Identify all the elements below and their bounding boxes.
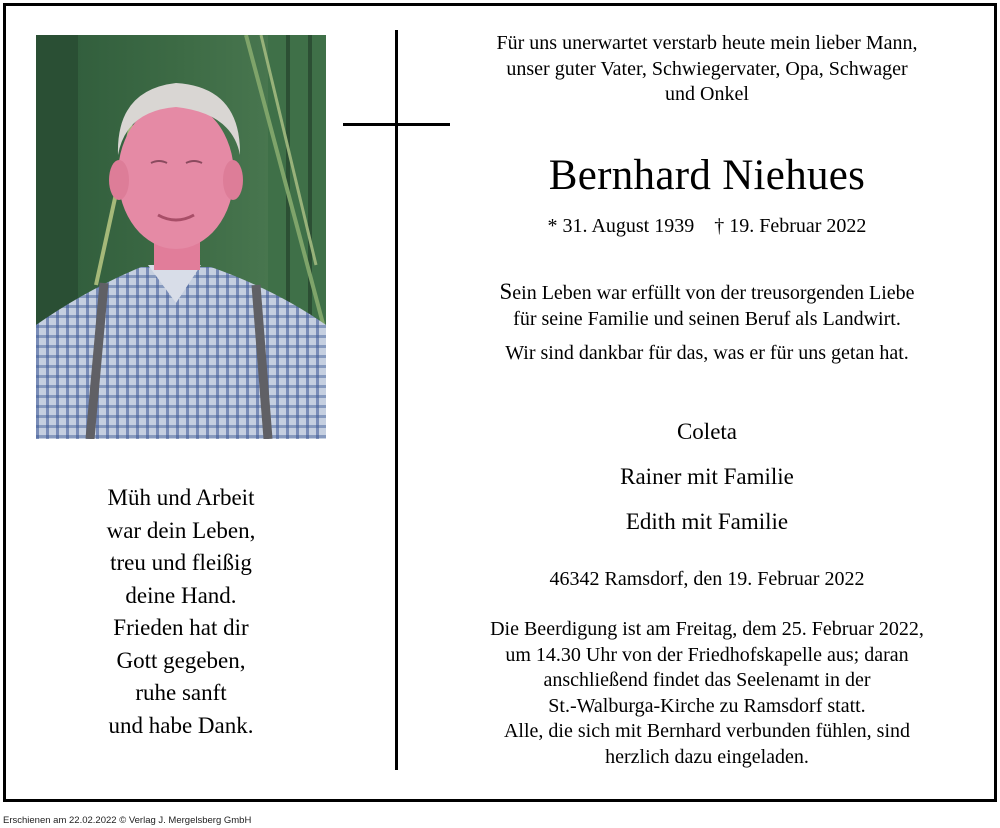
funeral-details — [418, 617, 996, 770]
life-line — [418, 279, 996, 306]
mourner-name: Coleta — [676, 419, 738, 444]
poem-line: ruhe sanft — [135, 680, 227, 705]
cross-horizontal-bar — [343, 123, 450, 126]
poem-line: treu und fleißig — [110, 550, 252, 575]
publication-footer: Erschienen am 22.02.2022 © Verlag J. Mergelsberg GmbH — [3, 815, 252, 826]
mourner-name: Edith mit Familie — [625, 509, 789, 534]
intro-text — [418, 31, 996, 108]
funeral-line: anschließend findet das Seelenamt in der — [543, 669, 871, 691]
death-date: † 19. Februar 2022 — [714, 215, 867, 237]
portrait-photo — [36, 35, 326, 439]
poem-line: war dein Leben, — [106, 517, 256, 543]
life-dates — [418, 213, 996, 239]
poem-line: Gott gegeben, — [116, 647, 246, 673]
mourner-name: Rainer mit Familie — [620, 464, 794, 489]
thanks-line: Wir sind dankbar für das, was er für uns getan hat. — [505, 342, 909, 364]
cross-vertical-bar — [395, 30, 398, 770]
funeral-line: St.-Walburga-Kirche zu Ramsdorf statt. — [548, 694, 866, 717]
poem-line: Frieden hat dir — [113, 615, 249, 640]
intro-line: Für uns unerwartet verstarb heute mein lieber Mann, — [496, 32, 918, 54]
poem — [36, 482, 326, 742]
place-date: 46342 Ramsdorf, den 19. Februar 2022 — [549, 568, 865, 590]
mourners — [418, 409, 996, 544]
deceased-name: Bernhard Niehues — [548, 152, 866, 199]
poem-line: deine Hand. — [125, 582, 237, 608]
birth-date: * 31. August 1939 — [547, 215, 695, 237]
drop-initial: S — [499, 279, 513, 304]
life-line-2: für seine Familie und seinen Beruf als Landwirt. — [513, 308, 901, 330]
intro-line: und Onkel — [665, 83, 749, 105]
funeral-line: um 14.30 Uhr von der Friedhofskapelle aus; daran — [505, 643, 909, 666]
intro-line: unser guter Vater, Schwiegervater, Opa, Schwager — [506, 57, 908, 80]
poem-line: und habe Dank. — [108, 712, 254, 738]
life-line-1: ein Leben war erfüllt von der treusorgenden Liebe — [512, 282, 915, 304]
poem-line: Müh und Arbeit — [107, 485, 255, 510]
funeral-line: herzlich dazu eingeladen. — [605, 745, 809, 768]
funeral-line: Die Beerdigung ist am Freitag, dem 25. Februar 2022, — [490, 618, 924, 640]
funeral-line: Alle, die sich mit Bernhard verbunden fühlen, sind — [503, 720, 910, 742]
life-text — [418, 279, 996, 366]
